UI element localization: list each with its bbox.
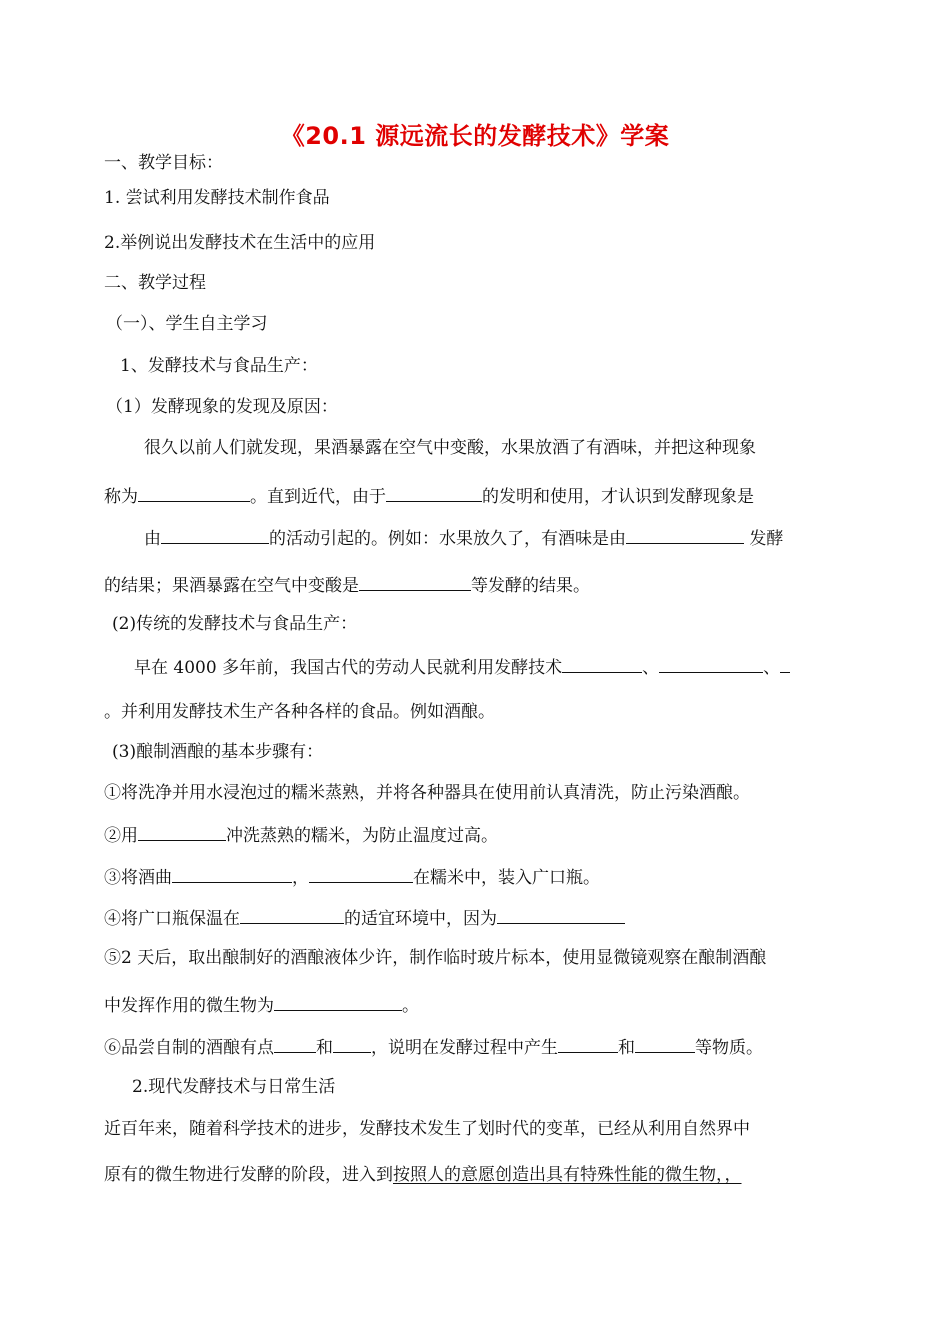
question-2-heading: (2)传统的发酵技术与食品生产： — [112, 614, 358, 634]
fill-blank[interactable] — [138, 483, 250, 502]
text: 发酵 — [744, 529, 784, 549]
text: 的结果；果酒暴露在空气中变酸是 — [104, 576, 359, 596]
fill-blank[interactable] — [161, 525, 269, 544]
subsection-heading-2: 2.现代发酵技术与日常生活 — [132, 1077, 336, 1097]
section-heading-process: 二、教学过程 — [104, 273, 206, 293]
step-4 — [104, 905, 625, 931]
fill-blank[interactable] — [562, 654, 642, 673]
paragraph-line — [134, 654, 790, 680]
question-1-heading: （1）发酵现象的发现及原因： — [106, 397, 338, 417]
text: 中发挥作用的微生物为 — [104, 996, 274, 1016]
text: ④将广口瓶保温在 — [104, 909, 240, 929]
text: 和 — [618, 1038, 635, 1058]
step-5-continued — [104, 992, 419, 1018]
separator: 、 — [642, 658, 660, 678]
step-6 — [104, 1034, 763, 1060]
step-3 — [104, 864, 600, 890]
step-5: ⑤2 天后，取出酿制好的酒酿液体少许，制作临时玻片标本，使用显微镜观察在酿制酒酿 — [104, 948, 767, 968]
paragraph-line: 。并利用发酵技术生产各种各样的食品。例如酒酿。 — [104, 702, 495, 722]
fill-blank[interactable] — [138, 822, 226, 841]
fill-blank[interactable] — [626, 525, 744, 544]
goal-1: 1. 尝试利用发酵技术制作食品 — [104, 188, 330, 208]
text: 的发明和使用，才认识到发酵现象是 — [482, 487, 754, 507]
text: 等发酵的结果。 — [471, 576, 590, 596]
text: ， — [292, 868, 309, 888]
fill-blank[interactable] — [635, 1034, 695, 1053]
paragraph-line: 很久以前人们就发现，果酒暴露在空气中变酸，水果放酒了有酒味，并把这种现象 — [144, 438, 756, 458]
document-title: 《20.1 源远流长的发酵技术》学案 — [280, 122, 670, 150]
text: ②用 — [104, 826, 138, 846]
fill-blank[interactable] — [274, 992, 402, 1011]
text: 称为 — [104, 487, 138, 507]
text: 的活动引起的。例如：水果放久了，有酒味是由 — [269, 529, 626, 549]
goal-2: 2.举例说出发酵技术在生活中的应用 — [104, 233, 376, 253]
text: ⑥品尝自制的酒酿有点 — [104, 1038, 274, 1058]
subsection-heading-1: 1、发酵技术与食品生产： — [120, 356, 318, 376]
fill-blank[interactable] — [659, 654, 763, 673]
fill-blank[interactable] — [333, 1034, 371, 1053]
underlined-text: 按照人的意愿创造出具有特殊性能的微生物，， — [393, 1165, 742, 1185]
text: 由 — [144, 529, 161, 549]
fill-blank[interactable] — [558, 1034, 618, 1053]
text: ③将酒曲 — [104, 868, 172, 888]
paragraph-line — [104, 1163, 742, 1187]
question-3-heading: (3)酿制酒酿的基本步骤有： — [112, 742, 324, 762]
text: 冲洗蒸熟的糯米，为防止温度过高。 — [226, 826, 498, 846]
section-heading-goals: 一、教学目标： — [104, 153, 223, 173]
part-heading: （一）、学生自主学习 — [106, 314, 268, 334]
paragraph-line: 近百年来，随着科学技术的进步，发酵技术发生了划时代的变革，已经从利用自然界中 — [104, 1119, 750, 1139]
fill-blank[interactable] — [309, 864, 413, 883]
text: 。直到近代，由于 — [250, 487, 386, 507]
step-2 — [104, 822, 498, 848]
paragraph-line — [104, 483, 754, 509]
text: 在糯米中，装入广口瓶。 — [413, 868, 600, 888]
text: 。 — [402, 996, 419, 1016]
fill-blank[interactable] — [386, 483, 482, 502]
fill-blank[interactable] — [780, 654, 790, 673]
separator: 、 — [763, 658, 781, 678]
fill-blank[interactable] — [359, 572, 471, 591]
text: ，说明在发酵过程中产生 — [371, 1038, 558, 1058]
fill-blank[interactable] — [274, 1034, 316, 1053]
text: 的适宜环境中，因为 — [344, 909, 497, 929]
paragraph-line — [144, 525, 783, 551]
fill-blank[interactable] — [240, 905, 344, 924]
fill-blank[interactable] — [172, 864, 292, 883]
fill-blank[interactable] — [497, 905, 625, 924]
text: 等物质。 — [695, 1038, 763, 1058]
paragraph-line — [104, 572, 590, 598]
text: 和 — [316, 1038, 333, 1058]
text: 早在 4000 多年前，我国古代的劳动人民就利用发酵技术 — [134, 658, 563, 678]
step-1: ①将洗净并用水浸泡过的糯米蒸熟，并将各种器具在使用前认真清洗，防止污染酒酿。 — [104, 783, 750, 803]
text: 原有的微生物进行发酵的阶段，进入到 — [104, 1165, 393, 1185]
